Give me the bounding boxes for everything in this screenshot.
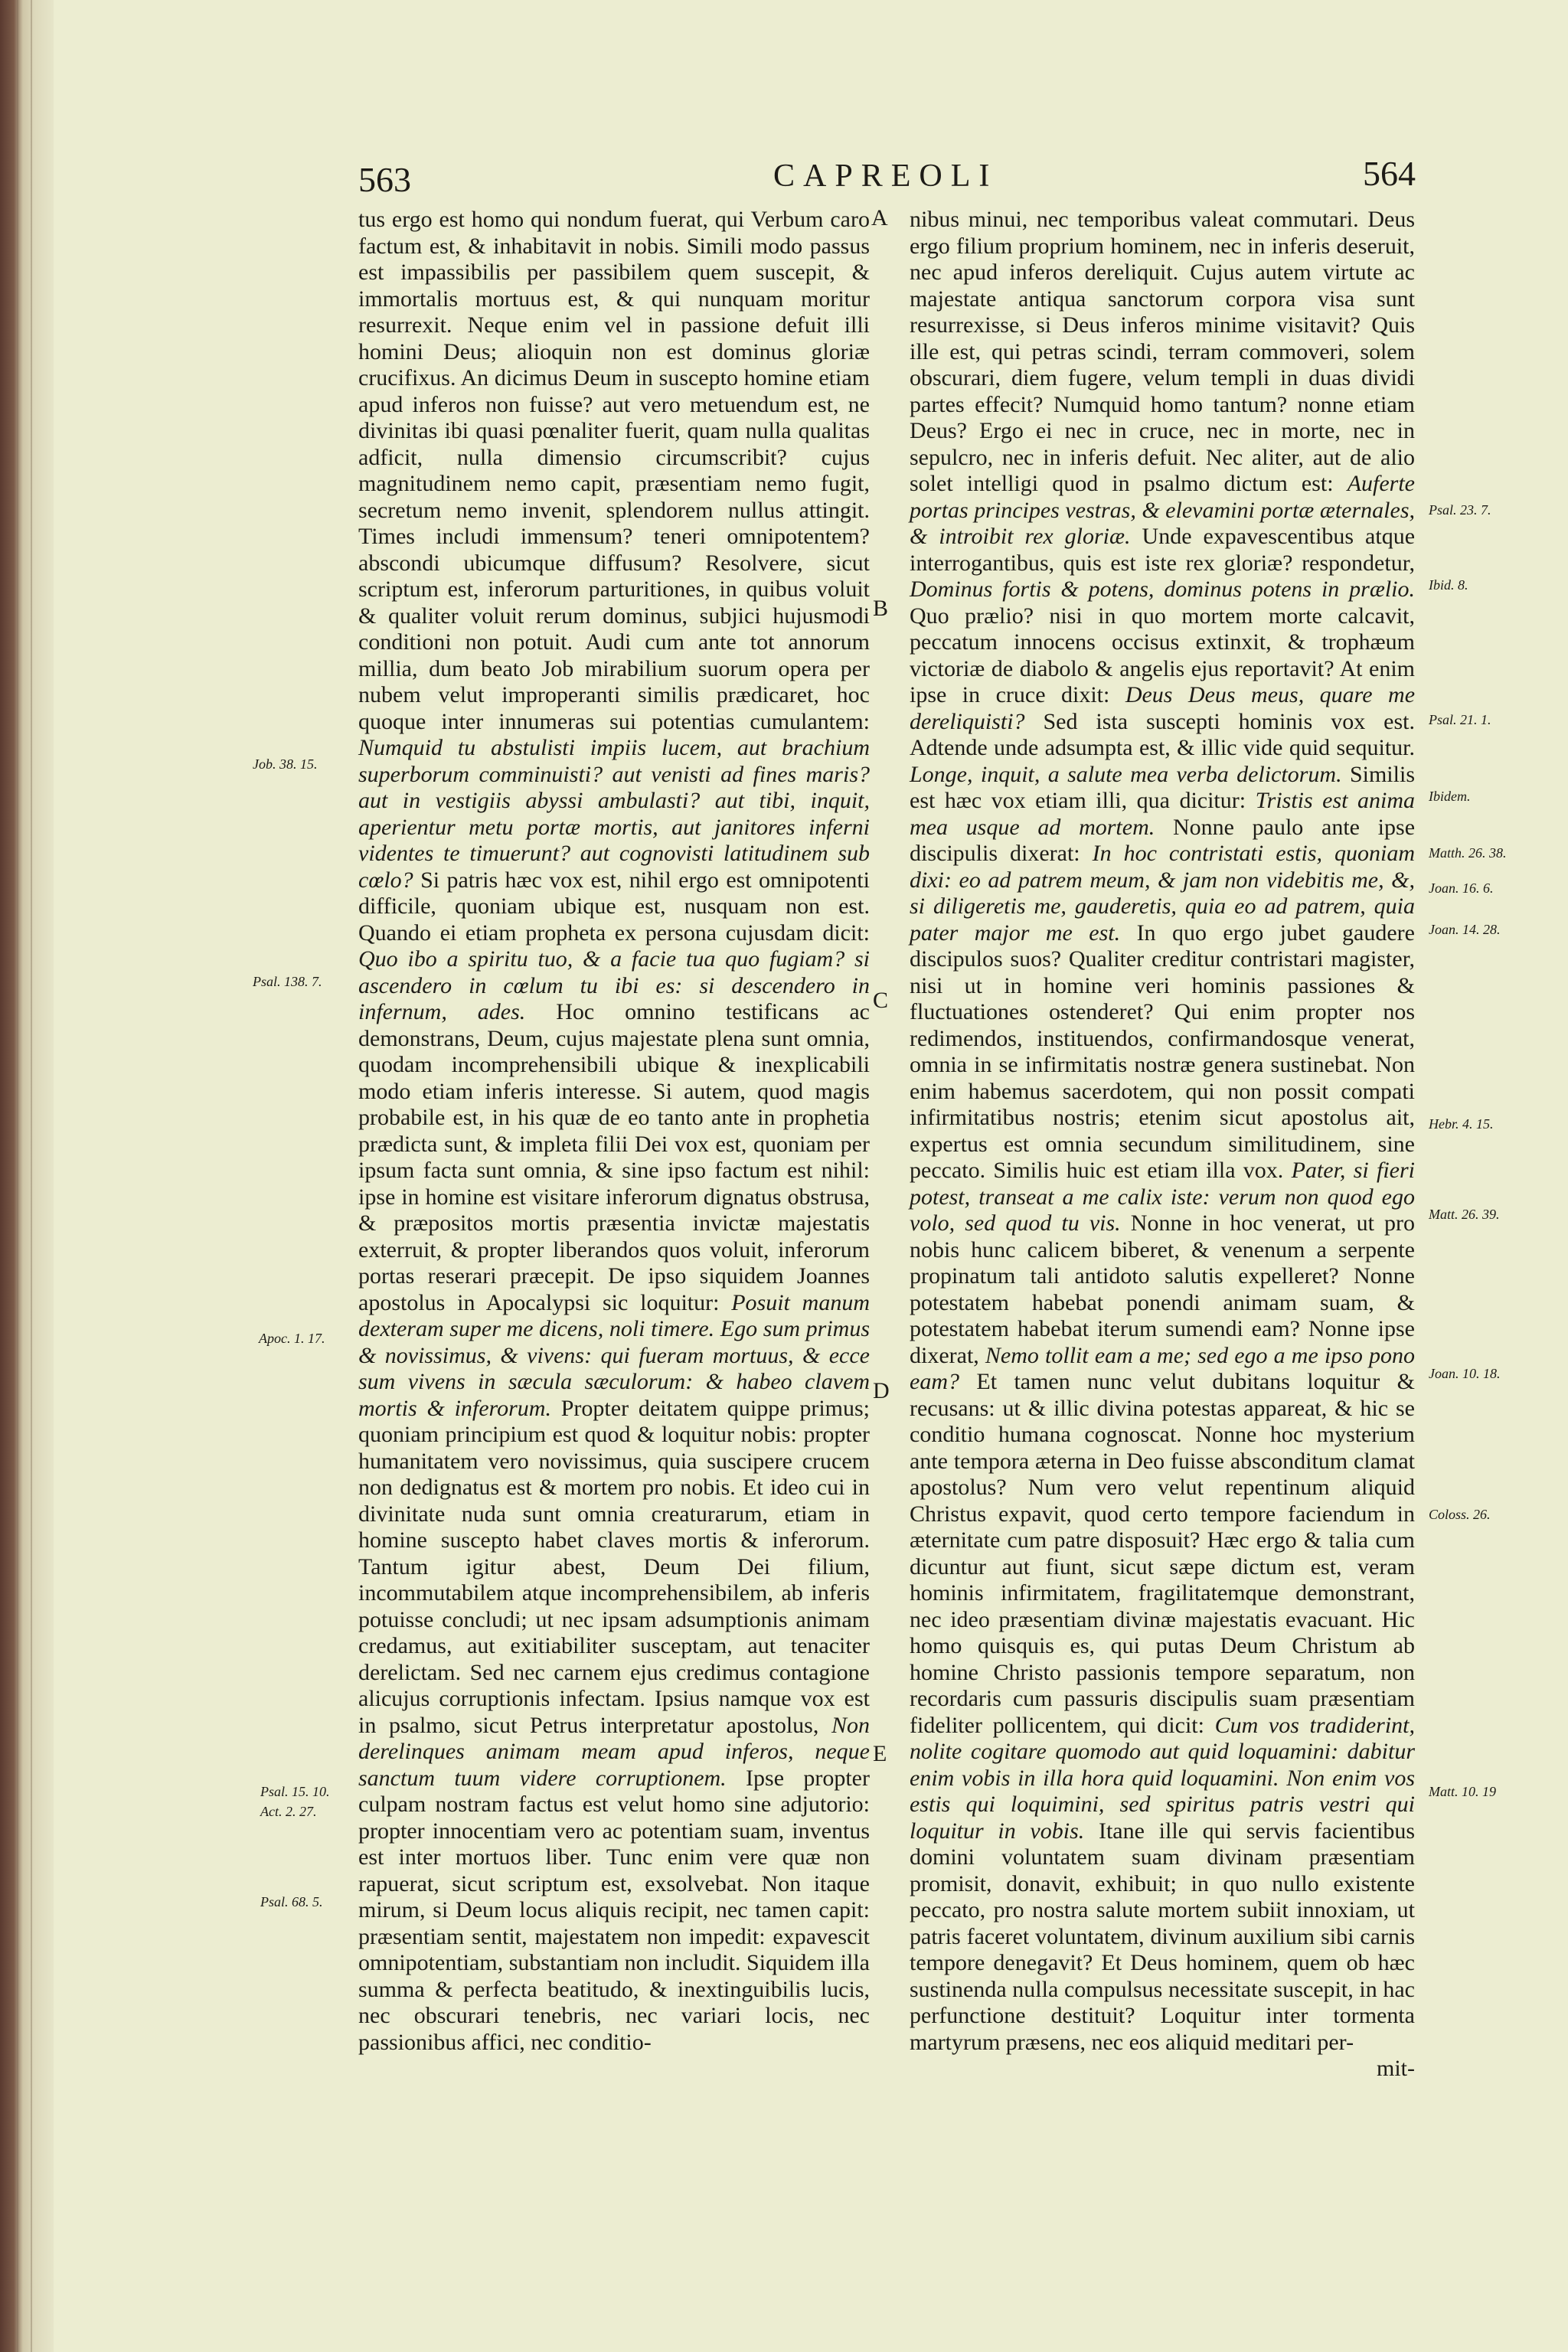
- scripture-quote: Non derelinques animam meam apud inferos, neque sanctum tuum videre corruptionem.: [358, 1712, 870, 1791]
- margin-note: Hebr. 4. 15.: [1429, 1116, 1494, 1132]
- text-run: Nonne paulo ante ipse discipulis dixerat:: [910, 814, 1416, 866]
- paragraph: [358, 207, 870, 2056]
- scripture-quote: Posuit manum dexteram super me dicens, noli timere. Ego sum primus & novissimus, & vivens: qui fueram mortuus, & ecce sum vivens in sæcula sæculorum: & habeo clavem mortis & inferorum.: [358, 1289, 870, 1421]
- scripture-quote: Pater, si fieri potest, transeat a me calix iste: verum non quod ego volo, sed quod tu vis.: [910, 1158, 1416, 1236]
- margin-note: Ibid. 8.: [1429, 577, 1468, 593]
- text-run: Sed ista suscepti hominis vox est. Adtende unde adsumpta est, & illic vide quid sequitur.: [910, 708, 1415, 760]
- scripture-quote: Deus Deus meus, quare me dereliquisti?: [910, 682, 1416, 734]
- scripture-quote: Auferte portas principes vestras, & elevamini portæ æternales, & introibit rex gloriæ.: [910, 471, 1415, 549]
- margin-note: Joan. 14. 28.: [1429, 922, 1501, 937]
- text-run: Propter deitatem quippe primus; quoniam principium est quod & loquitur nobis: propter humanitatem vero novissimus, quia suscipere crucem non dedignatus est & mortem pro nobis. Et ideo cui in divinitate nuda sunt omnia creaturarum, etiam in homine suscepto habet claves mortis & inferorum. Tantum igitur abest, Deum Dei filium, incommutabilem atque incomprehensibilem, ab inferis potuisse concludi; ut nec ipsam adsumptionis animam credamus, aut exitiabiliter susceptam, aut tenaciter derelictam. Sed nec carnem ejus credimus contagione alicujus corruptionis infectam. Ipsius namque vox est in psalmo, sicut Petrus interpretatur apostolus,: [358, 1395, 871, 1738]
- section-letter-d: D: [873, 1378, 890, 1403]
- left-text-column: [358, 207, 870, 2056]
- text-run: Similis est hæc vox etiam illi, qua dicitur:: [910, 761, 1415, 813]
- text-run: Hoc omnino testificans ac demonstrans, Deum, cujus majestate plena sunt omnia, quodam incomprehensibili ubique & inexplicabili modo etiam inferis interesse. Si autem, quod magis probabile est, in his quæ de eo tanto ante in prophetia prædicta sunt, & impleta filii Dei vox est, quoniam per ipsum facta sunt omnia, & sine ipso factum est nihil: ipse in homine est visitare inferorum dignatus obstrusa, & præpositos mortis præsentia invictæ majestatis exterruit, & propter liberandos quos voluit, inferorum portas reserari præcepit. De ipso siquidem Joannes apostolus in Apocalypsi sic loquitur:: [358, 999, 870, 1315]
- scripture-quote: Quo ibo a spiritu tuo, & a facie tua quo fugiam? si ascendero in cœlum tu ibi es: si descendero in infernum, ades.: [358, 946, 870, 1024]
- section-letter-e: E: [873, 1741, 887, 1766]
- text-run: tus ergo est homo qui nondum fuerat, qui Verbum caro factum est, & inhabitavit in nobis. Simili modo passus est impassibilis per passibilem quem suscepit, & immortalis mortuus est, & qui nunquam moritur resurrexit. Neque enim vel in passione defuit illi homini Deus; alioquin non est dominus gloriæ crucifixus. An dicimus Deum in suscepto homine etiam apud inferos non fuisse? aut vero metuendum est, ne divinitas ibi quasi pœnaliter fuerit, quam nulla qualitas adficit, nulla dimensio circumscribit? cujus magnitudinem nemo capit, præsentiam nemo fugit, secretum nemo invenit, splendorem nullus attingit. Times includi immensum? teneri omnipotentem? abscondi ubicumque diffusum? Resolvere, sicut scriptum est, inferorum parturitiones, in quibus voluit & qualiter voluit rerum dominus, subjici hujusmodi conditioni non potuit. Audi cum ante tot annorum millia, dum beato Job mirabilium suorum opera per nubem velut improperanti similis prædicaret, hoc quoque inter innumeras sui potentias cumulantem:: [358, 207, 870, 734]
- margin-note: Psal. 68. 5.: [260, 1894, 323, 1909]
- margin-note: Ibidem.: [1429, 789, 1471, 804]
- section-letter-a: A: [871, 205, 888, 230]
- scripture-quote: Cum vos tradiderint, nolite cogitare quomodo aut quid loquamini: dabitur enim vobis in illa hora quid loquamini. Non enim vos estis qui loquimini, sed spiritus patris vestri qui loquitur in vobis.: [910, 1712, 1416, 1844]
- text-run: nibus minui, nec temporibus valeat commutari. Deus ergo filium proprium hominem, nec in inferis deseruit, nec apud inferos dereliquit. Cujus autem virtute ac majestate antiqua sanctorum corpora visa sunt resurrexisse, si Deus inferos minime visitavit? Quis ille est, qui petras scindi, terram commoveri, solem obscurari, diem fugere, velum templi in duas dividi partes effecit? Numquid homo tantum? nonne etiam Deus? Ergo ei nec in cruce, nec in morte, nec in sepulcro, nec in inferis defuit. Nec aliter, aut de alio solet intelligi quod in psalmo dictum est:: [910, 207, 1415, 496]
- section-letter-b: B: [873, 596, 889, 621]
- margin-note: Act. 2. 27.: [260, 1804, 317, 1819]
- margin-note: Coloss. 26.: [1429, 1507, 1491, 1522]
- margin-note: Matt. 26. 39.: [1429, 1207, 1500, 1222]
- right-page-number: 564: [1363, 154, 1416, 193]
- left-page-number: 563: [358, 160, 411, 199]
- page-header: [0, 153, 1568, 207]
- running-title: CAPREOLI: [773, 158, 998, 194]
- margin-note: Psal. 138. 7.: [253, 974, 322, 989]
- text-run: Quo prælio? nisi in quo mortem morte calcavit, peccatum innocens occisus extinxit, & trophæum victoriæ de diabolo & angelis ejus reportavit? At enim ipse in cruce dixit:: [910, 603, 1415, 707]
- page-edge-line: [17, 0, 18, 2352]
- margin-note: Matth. 26. 38.: [1429, 845, 1507, 861]
- section-letter-c: C: [873, 988, 889, 1013]
- margin-note: Psal. 21. 1.: [1429, 712, 1491, 727]
- text-run: In quo ergo jubet gaudere discipulos suos? Qualiter creditur contristari magister, nisi ut in homine veri hominis passiones & fluctuationes ostenderet? Qui enim propter nos redimendos, instituendos, confirmandosque venerat, omnia in se infirmitatis nostræ genera sustinebat. Non enim habemus sacerdotem, qui non possit compati infirmitatibus nostris; etenim sicut apostolus ait, expertus est omnia secundum similitudinem, sine peccato. Similis huic est etiam illa vox.: [910, 920, 1415, 1183]
- margin-note: Job. 38. 15.: [253, 756, 318, 772]
- margin-note: Joan. 10. 18.: [1429, 1366, 1501, 1381]
- catchword: mit-: [1377, 2056, 1415, 2081]
- scripture-quote: Nemo tollit eam a me; sed ego a me ipso pono eam?: [910, 1342, 1415, 1394]
- margin-note: Joan. 16. 6.: [1429, 880, 1494, 896]
- right-text-column: [910, 207, 1415, 2082]
- text-run: Itane ille qui servis facientibus domini voluntatem suam divinam præsentiam promisit, donavit, exhibuit; in quo nullo existente peccato, pro nostra salute mortem subiit innoxiam, ut patris faceret voluntatem, divinum auxilium sibi carnis tempore denegavit? Et Deus hominem, quem ob hæc sustinenda nulla compulsus necessitate suscepit, in hac perfunctione destituit? Loquitur inter tormenta martyrum præsens, nec eos aliquid meditari per-: [910, 1818, 1416, 2055]
- text-run: Nonne in hoc venerat, ut pro nobis hunc calicem biberet, & venenum a serpente propinatum tali antidoto salutis expelleret? Nonne potestatem habebat ponendi animam suam, & potestatem habebat iterum sumendi eam? Nonne ipse dixerat,: [910, 1210, 1416, 1368]
- paragraph: [910, 207, 1415, 2056]
- scripture-quote: Longe, inquit, a salute mea verba delictorum.: [910, 761, 1342, 787]
- margin-note: Psal. 23. 7.: [1429, 502, 1491, 518]
- scripture-quote: Numquid tu abstulisti impiis lucem, aut brachium superborum comminuisti? aut venisti ad fines maris? aut in vestigiis abyssi ambulasti? aut tibi, inquit, aperientur metu portæ mortis, aut janitores inferni videntes te timuerunt? aut cognovisti latitudinem sub cœlo?: [358, 735, 870, 893]
- text-run: Si patris hæc vox est, nihil ergo est omnipotenti difficile, quoniam ubique est, nusquam non est. Quando ei etiam propheta ex persona cujusdam dicit:: [358, 867, 871, 946]
- margin-note: Apoc. 1. 17.: [259, 1331, 325, 1346]
- text-run: Unde expavescentibus atque interrogantibus, quis est iste rex gloriæ? respondetur,: [910, 524, 1416, 576]
- scripture-quote: Tristis est anima mea usque ad mortem.: [910, 788, 1416, 840]
- text-run: Ipse propter culpam nostram factus est velut homo sine adjutorio: propter innocentiam vero ac potentiam suam, inventus est inter mortuos liber. Tunc enim vere quæ non rapuerat, sicut scriptum est, exsolvebat. Non itaque mirum, si Deum locus aliquis recipit, nec tamen capit: præsentiam sentit, majestatem non impedit: expavescit omnipotentiam, substantiam non includit. Siquidem illa summa & perfecta beatitudo, & inextinguibilis lucis, nec obscurari tenebris, nec variari locis, nec passionibus affici, nec conditio-: [358, 1765, 870, 2055]
- scripture-quote: Dominus fortis & potens, dominus potens in prælio.: [910, 577, 1415, 602]
- margin-note: Matt. 10. 19: [1429, 1784, 1496, 1799]
- margin-note: Psal. 15. 10.: [260, 1784, 330, 1799]
- scripture-quote: In hoc contristati estis, quoniam dixi: eo ad patrem meum, & jam non videbitis me, &, si diligeretis me, gauderetis, quia eo ad patrem, quia pater major me est.: [910, 841, 1416, 946]
- book-page-edge: [0, 0, 54, 2352]
- page-edge-line: [31, 0, 32, 2352]
- text-run: Et tamen nunc velut dubitans loquitur & recusans: ut & illic divina potestas appareat, & hic se conditio humana cognoscat. Nonne hoc mysterium ante tempora æterna in Deo fuisse absconditum clamat apostolus? Num vero velut repentinum aliquid Christus expavit, quod certo tempore faciendum in æternitate cum patre disposuit? Hæc ergo & talia cum dicuntur aut fiunt, sicut sæpe dictum est, veram hominis infirmitatem, fragilitatemque demonstrant, nec ideo præsentiam divinæ majestatis evacuant. Hic homo quisquis es, qui putas Deum Christum ab homine Christo passionis tempore separatum, non recordaris cum passuris discipulis suam præsentiam fideliter pollicentem, qui dicit:: [910, 1369, 1415, 1738]
